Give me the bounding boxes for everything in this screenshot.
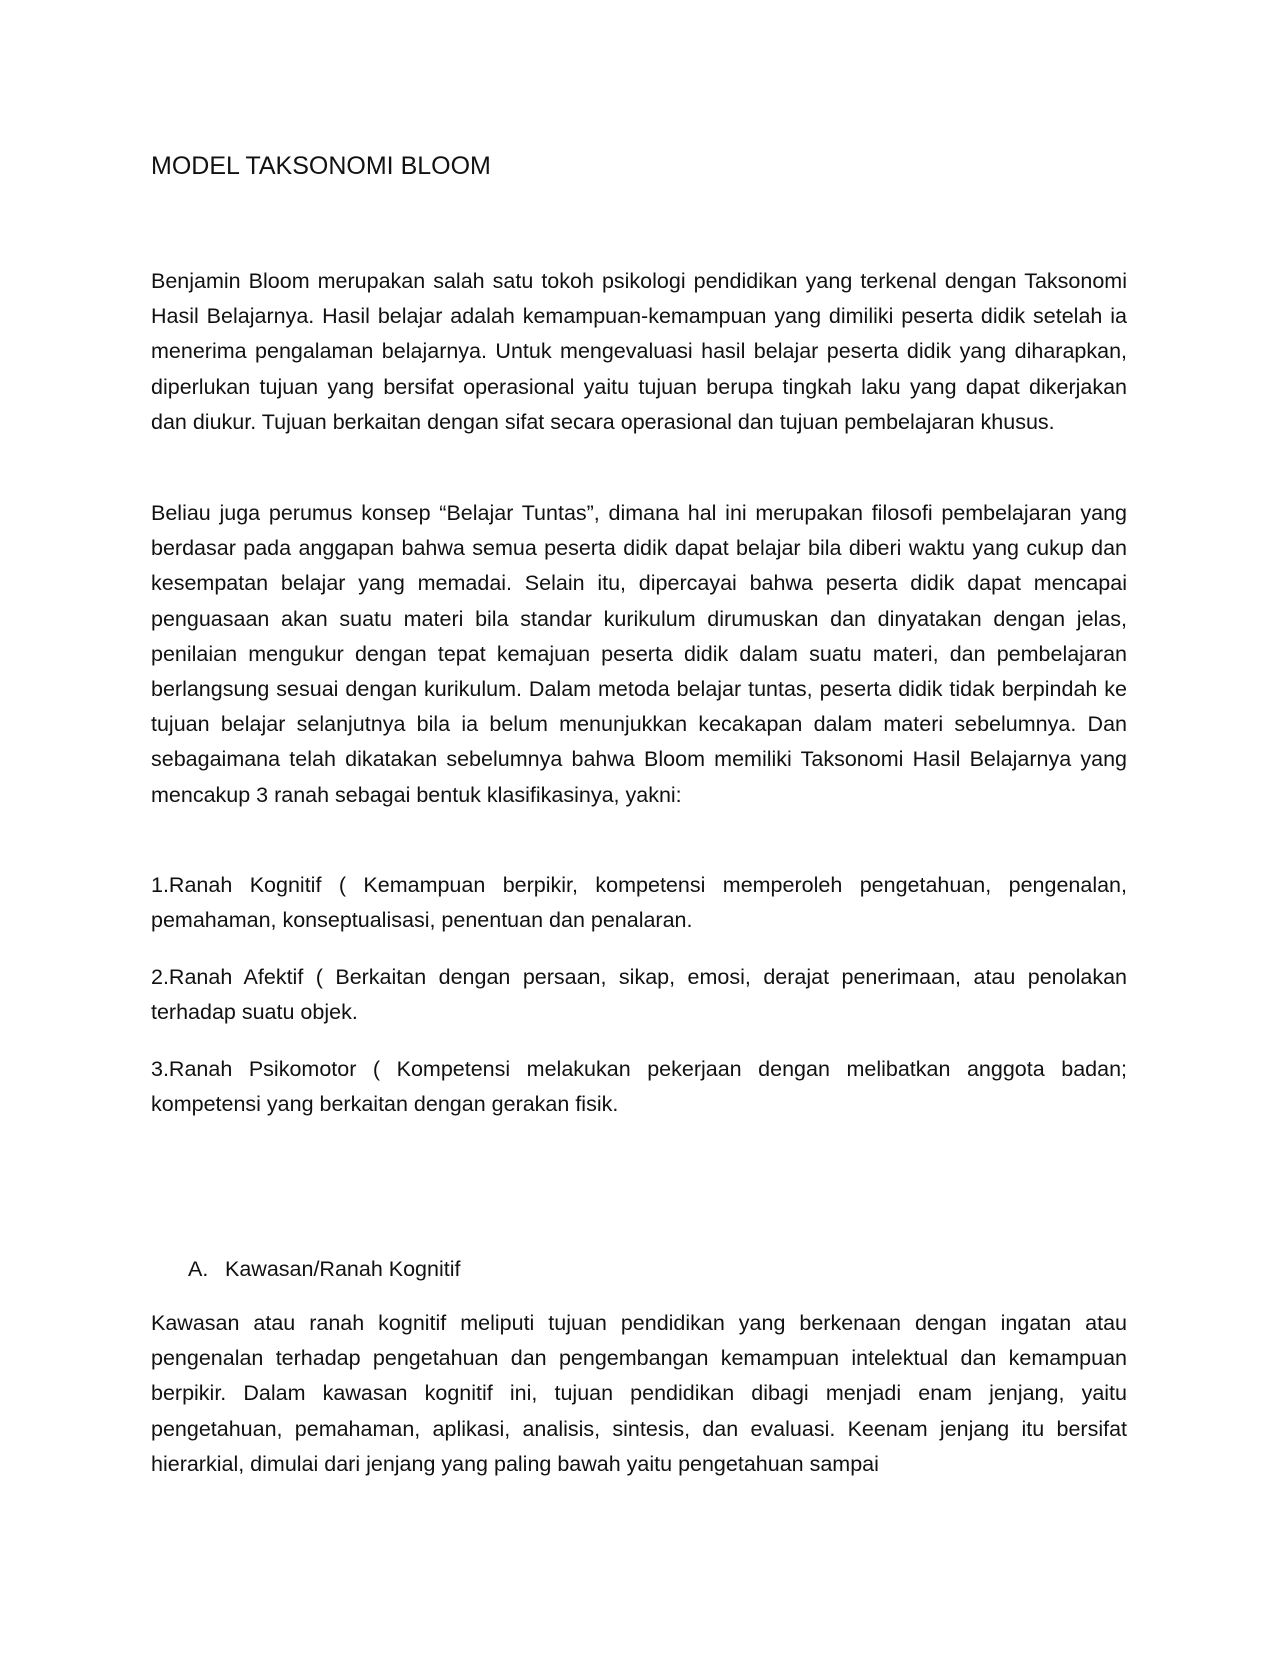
document-title: MODEL TAKSONOMI BLOOM <box>151 152 491 180</box>
paragraph-bloom-intro: Benjamin Bloom merupakan salah satu tokoh psikologi pendidikan yang terkenal dengan Taksonomi Hasil Belajarnya. Hasil belajar adalah kemampuan-kemampuan yang dimiliki peserta didik setelah ia menerima pengalaman belajarnya. Untuk mengevaluasi hasil belajar peserta didik yang diharapkan, diperlukan tujuan yang bersifat operasional yaitu tujuan berupa tingkah laku yang dapat dikerjakan dan diukur. Tujuan berkaitan dengan sifat secara operasional dan tujuan pembelajaran khusus. <box>151 269 1127 434</box>
paragraph-kawasan-kognitif: Kawasan atau ranah kognitif meliputi tujuan pendidikan yang berkenaan dengan ingatan atau pengenalan terhadap pengetahuan dan pengembangan kemampuan intelektual dan kemampuan berpikir. Dalam kawasan kognitif ini, tujuan pendidikan dibagi menjadi enam jenjang, yaitu pengetahuan, pemahaman, aplikasi, analisis, sintesis, dan evaluasi. Keenam jenjang itu bersifat hierarkial, dimulai dari jenjang yang paling bawah yaitu pengetahuan sampai <box>151 1311 1127 1476</box>
section-a-title: Kawasan/Ranah Kognitif <box>225 1257 461 1281</box>
section-a-heading <box>188 1252 460 1287</box>
section-a-marker: A. <box>188 1257 209 1281</box>
paragraph-belajar-tuntas: Beliau juga perumus konsep “Belajar Tuntas”, dimana hal ini merupakan filosofi pembelajaran yang berdasar pada anggapan bahwa semua peserta didik dapat belajar bila diberi waktu yang cukup dan kesempatan belajar yang memadai. Selain itu, dipercayai bahwa peserta didik dapat mencapai penguasaan akan suatu materi bila standar kurikulum dirumuskan dan dinyatakan dengan jelas, penilaian mengukur dengan tepat kemajuan peserta didik dalam suatu materi, dan pembelajaran berlangsung sesuai dengan kurikulum. Dalam metoda belajar tuntas, peserta didik tidak berpindah ke tujuan belajar selanjutnya bila ia belum menunjukkan kecakapan dalam materi sebelumnya. Dan sebagaimana telah dikatakan sebelumnya bahwa Bloom memiliki Taksonomi Hasil Belajarnya yang mencakup 3 ranah sebagai bentuk klasifikasinya, yakni: <box>151 501 1127 807</box>
paragraph-ranah-afektif: 2.Ranah Afektif ( Berkaitan dengan persaan, sikap, emosi, derajat penerimaan, atau penolakan terhadap suatu objek. <box>151 965 1127 1025</box>
paragraph-ranah-kognitif: 1.Ranah Kognitif ( Kemampuan berpikir, kompetensi memperoleh pengetahuan, pengenalan, pemahaman, konseptualisasi, penentuan dan penalaran. <box>151 873 1127 933</box>
paragraph-ranah-psikomotor: 3.Ranah Psikomotor ( Kompetensi melakukan pekerjaan dengan melibatkan anggota badan; kompetensi yang berkaitan dengan gerakan fisik. <box>151 1057 1127 1117</box>
